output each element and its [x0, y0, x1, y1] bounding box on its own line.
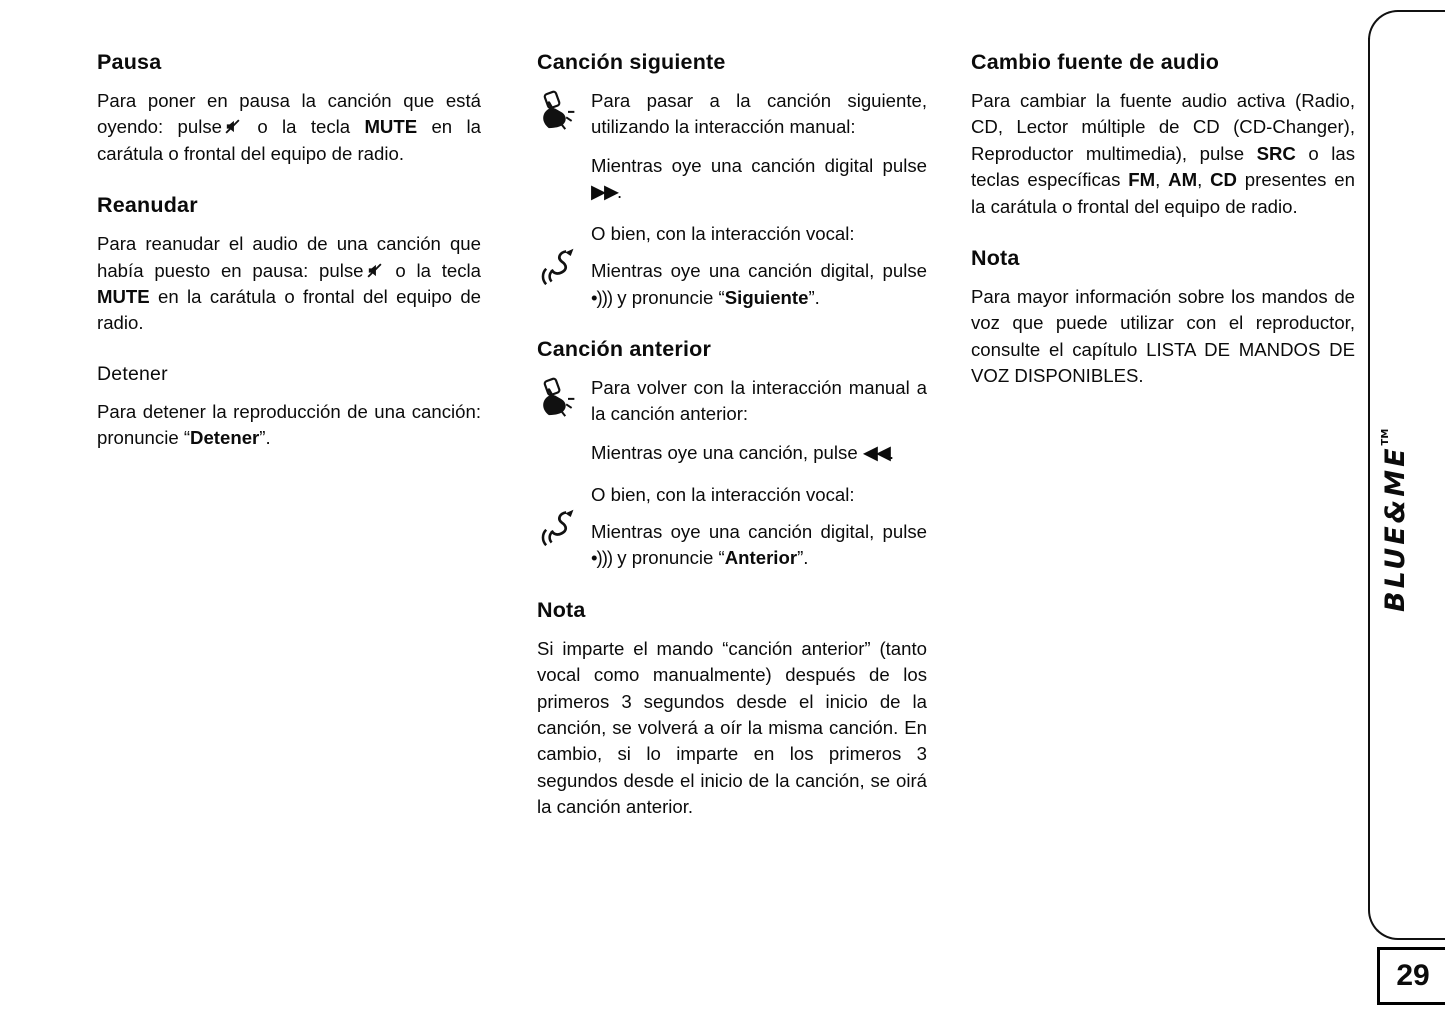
paragraph-detener — [97, 399, 481, 452]
voice-text-block — [591, 221, 927, 311]
text-run: Mientras oye una canción digital, pulse •))) y pronuncie “Anterior”. — [591, 520, 927, 569]
column-left — [97, 50, 481, 467]
voice-interaction-icon — [537, 505, 579, 549]
manual-interaction-icon — [537, 88, 579, 132]
voice-step-text — [591, 519, 927, 572]
text-run: Para detener la reproducción de una canción: pronuncie “Detener”. — [97, 400, 481, 449]
column-right — [971, 50, 1355, 405]
mute-icon — [222, 116, 243, 137]
voice-intro-text: O bien, con la interacción vocal: — [591, 222, 855, 244]
paragraph-nota-middle: Si imparte el mando “canción anterior” (tanto vocal como manualmente) después de los primeros 3 segundos desde el inicio de la canción, se volverá a oír la misma canción. En cambio, si lo imparte en los primeros 3 segundos desde el inicio de la canción, se oirá la canción anterior. — [537, 637, 927, 818]
paragraph-cambio-fuente — [971, 88, 1355, 220]
voice-interaction-row — [537, 482, 927, 572]
text-run: Para cambiar la fuente audio activa (Radio, CD, Lector múltiple de CD (CD-Changer), Reproductor multimedia), pulse SRC o las teclas específicas FM, AM, CD presentes en la carátula o frontal del equipo de radio. — [971, 90, 1355, 217]
manual-intro-text: Para pasar a la canción siguiente, utilizando la interacción manual: — [591, 90, 927, 138]
mute-icon — [364, 260, 385, 281]
voice-step-text — [591, 258, 927, 311]
text-run: o la tecla MUTE en la carátula o frontal del equipo de radio. — [97, 259, 481, 334]
paragraph-nota-right: Para mayor información sobre los mandos de voz que puede utilizar con el reproductor, consulte el capítulo LISTA DE MANDOS DE VOZ DISPONIBLES. — [971, 285, 1355, 387]
column-middle — [537, 50, 927, 836]
page-edge-curve-bottom — [1368, 908, 1445, 940]
heading-detener: Detener — [97, 362, 168, 385]
voice-interaction-row — [537, 221, 927, 311]
text-run: Para poner en pausa la canción que está oyendo: pulse — [97, 90, 481, 138]
voice-intro-text: O bien, con la interacción vocal: — [591, 483, 855, 505]
heading-nota-middle: Nota — [537, 597, 586, 622]
heading-nota-right: Nota — [971, 245, 1020, 270]
paragraph-reanudar — [97, 231, 481, 337]
brand-logo — [1380, 362, 1416, 612]
heading-reanudar: Reanudar — [97, 193, 198, 218]
manual-interaction-row — [537, 375, 927, 428]
text-run: Para reanudar el audio de una canción que había puesto en pausa: pulse — [97, 233, 481, 281]
manual-step-text — [591, 153, 927, 207]
heading-cancion-siguiente: Canción siguiente — [537, 50, 726, 74]
text-run: o la tecla MUTE en la carátula o frontal del equipo de radio. — [97, 116, 481, 164]
heading-cancion-anterior: Canción anterior — [537, 337, 712, 362]
manual-intro-text: Para volver con la interacción manual a la canción anterior: — [591, 377, 927, 425]
brand-trademark: TM — [1380, 428, 1391, 446]
voice-interaction-icon — [537, 244, 579, 288]
page-edge-line — [1368, 38, 1370, 910]
manual-interaction-row — [537, 88, 927, 141]
manual-interaction-icon — [537, 375, 579, 419]
text-run: Mientras oye una canción, pulse ◀◀. — [591, 441, 895, 464]
manual-step-text — [591, 440, 927, 468]
heading-cambio-fuente: Cambio fuente de audio — [971, 50, 1220, 74]
paragraph-pausa — [97, 88, 481, 167]
page-number: 29 — [1396, 959, 1430, 992]
page-edge-curve-top — [1368, 10, 1445, 42]
heading-pausa: Pausa — [97, 50, 162, 74]
brand-text: BLUE&ME — [1380, 445, 1411, 612]
page-number-box — [1377, 947, 1445, 1005]
voice-text-block — [591, 482, 927, 572]
text-run: Mientras oye una canción digital, pulse •))) y pronuncie “Siguiente”. — [591, 260, 927, 308]
text-run: Mientras oye una canción digital pulse ▶▶. — [591, 154, 927, 204]
